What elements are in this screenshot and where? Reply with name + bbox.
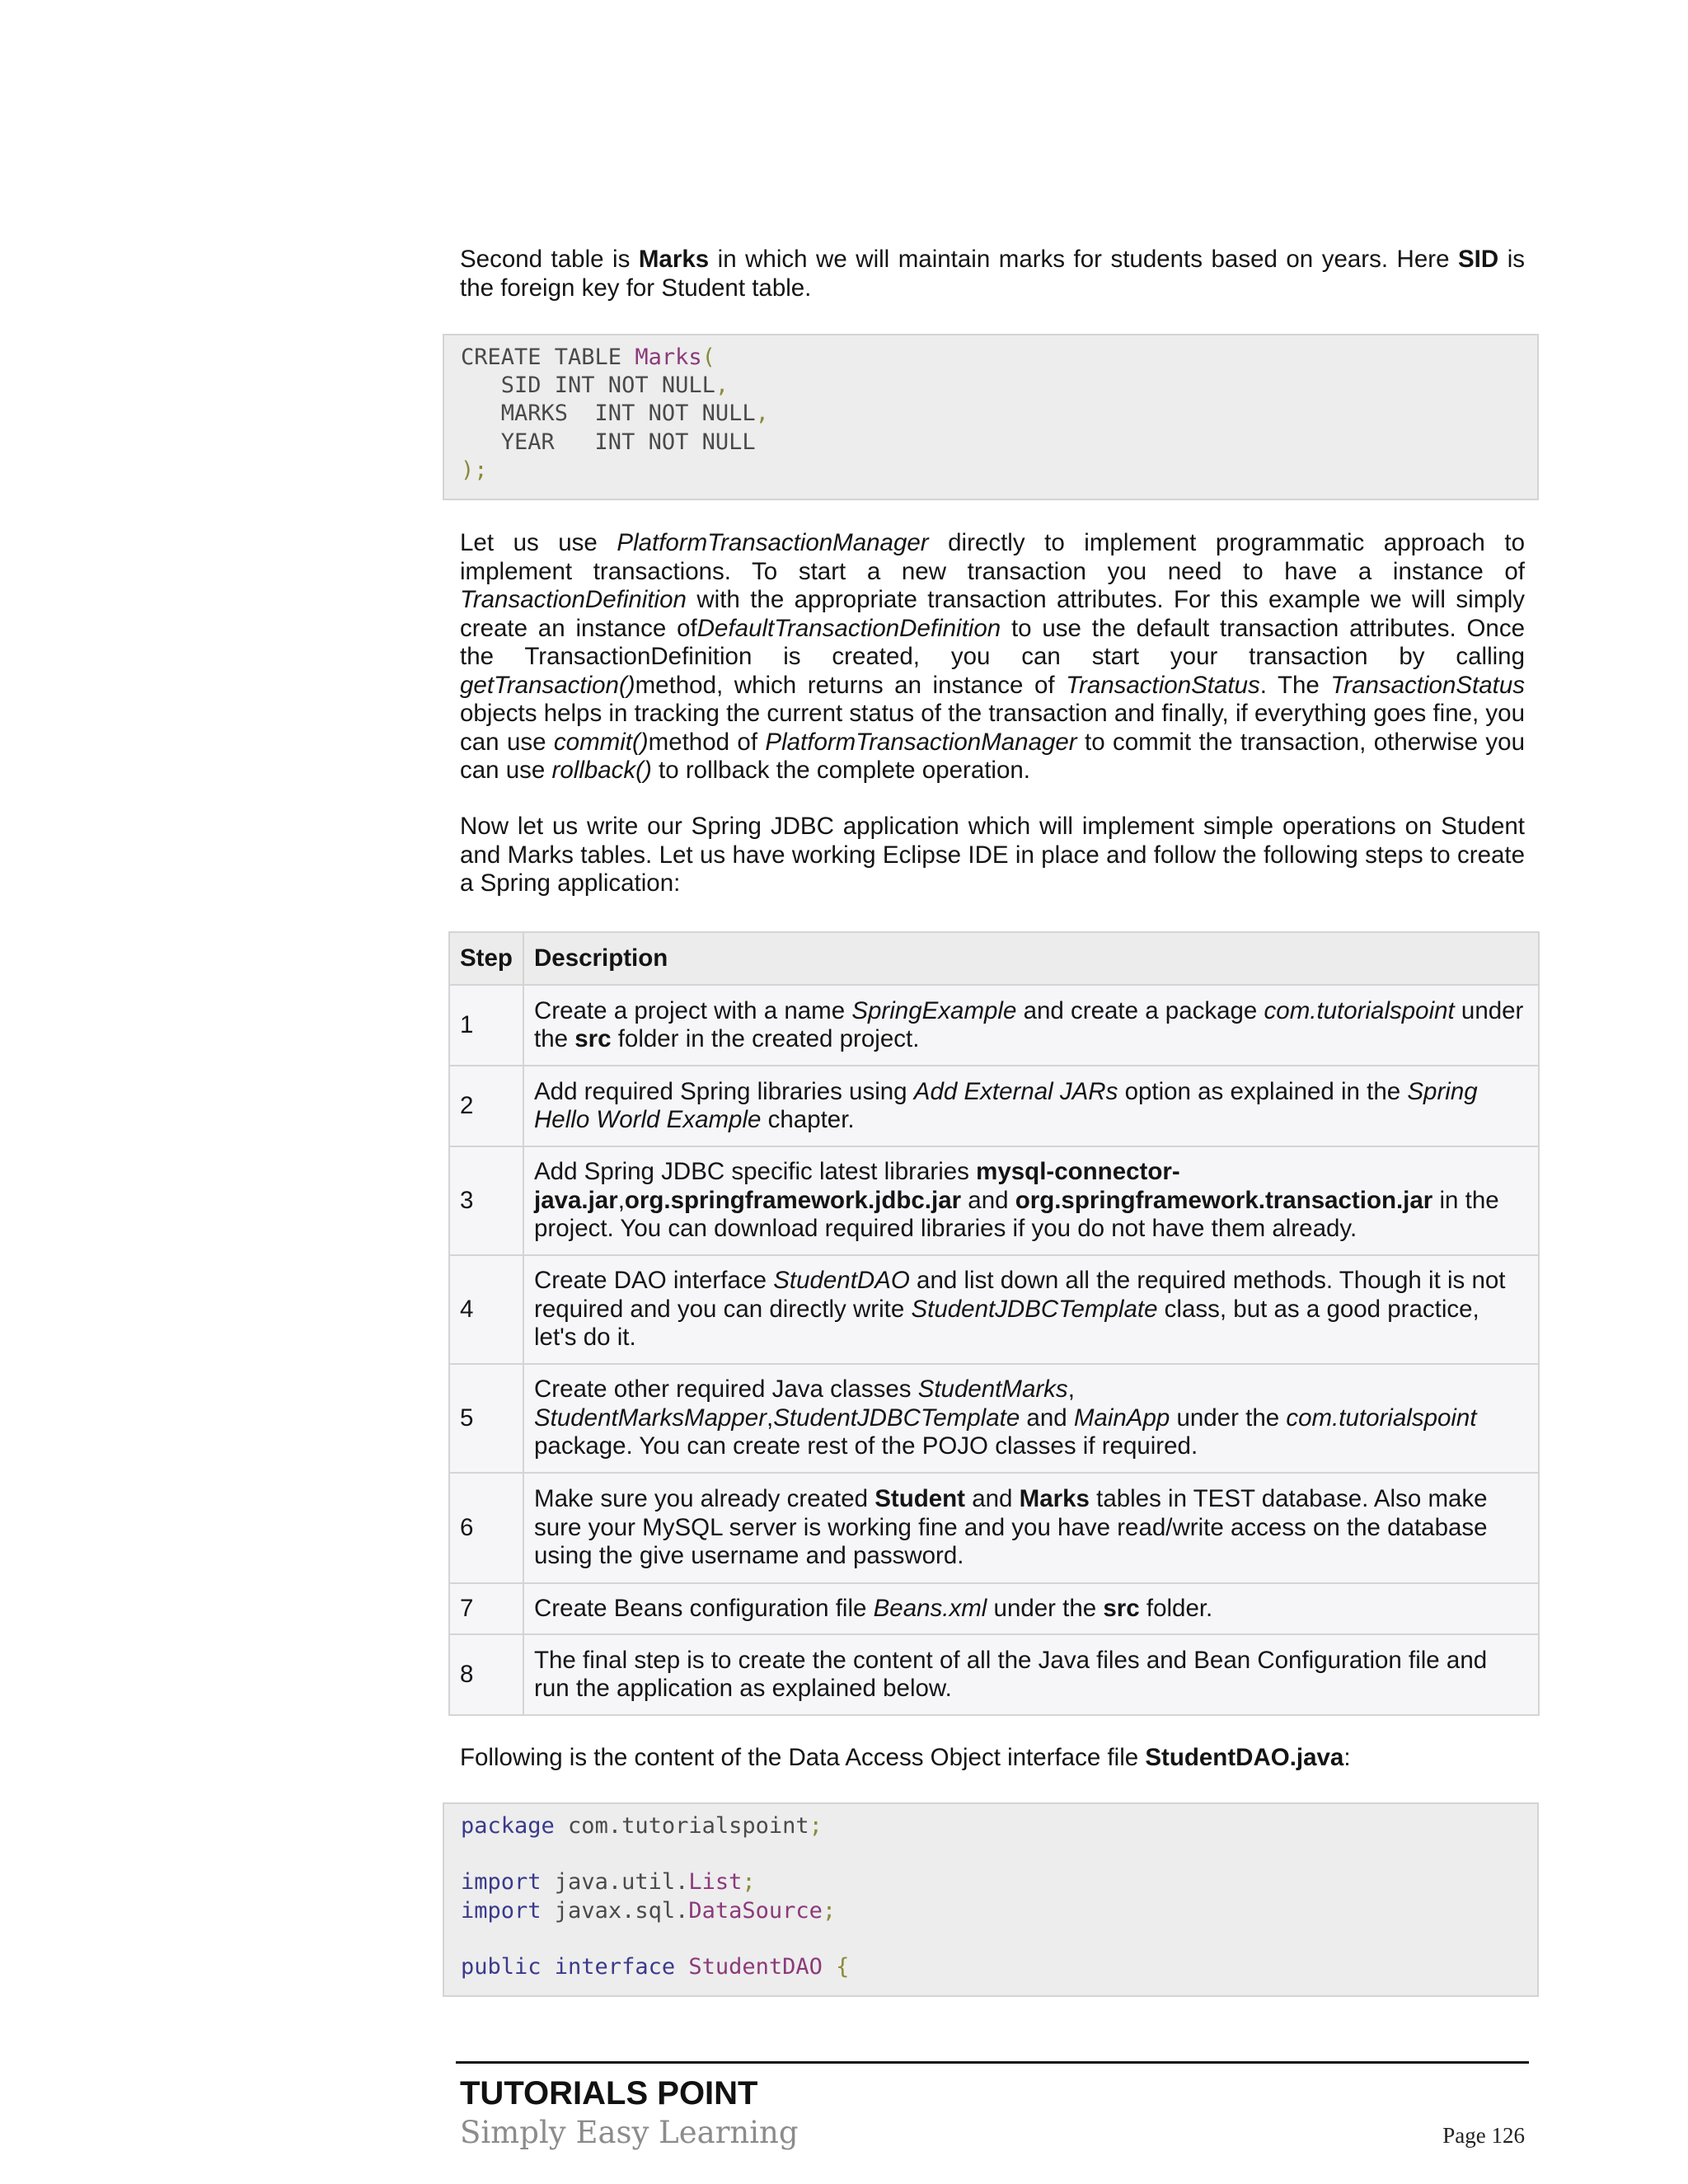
- step-number: 2: [449, 1066, 523, 1146]
- code-block-student-dao: package com.tutorialspoint; import java.util.List; import javax.sql.DataSource; public interface StudentDAO {: [443, 1802, 1539, 1997]
- page-number: Page 126: [1442, 2123, 1525, 2148]
- step-description: Create Beans configuration file Beans.xml under the src folder.: [523, 1583, 1539, 1634]
- intro-paragraph: Second table is Marks in which we will maintain marks for students based on years. Here SID is the foreign key for Student table.: [460, 246, 1525, 302]
- footer-tagline: Simply Easy Learning: [460, 2115, 799, 2150]
- step-description: Create DAO interface StudentDAO and list down all the required methods. Though it is not required and you can directly write StudentJDBCTemplate class, but as a good practice, let's do it.: [523, 1255, 1539, 1364]
- step-number: 1: [449, 985, 523, 1066]
- table-row: [449, 1583, 1539, 1634]
- table-header-row: [449, 932, 1539, 985]
- step-description: Make sure you already created Student and Marks tables in TEST database. Also make sure your MySQL server is working fine and you have read/write access on the database using the give username and password.: [523, 1473, 1539, 1583]
- table-row: [449, 1634, 1539, 1715]
- step-description: Create other required Java classes StudentMarks, StudentMarksMapper,StudentJDBCTemplate and MainApp under the com.tutorialspoint package. You can create rest of the POJO classes if required.: [523, 1364, 1539, 1473]
- step-description: Add Spring JDBC specific latest libraries mysql-connector-java.jar,org.springframework.jdbc.jar and org.springframework.transaction.jar in the project. You can download required libraries if you do not have them already.: [523, 1146, 1539, 1255]
- footer-divider: [456, 2061, 1529, 2064]
- step-number: 6: [449, 1473, 523, 1583]
- footer-brand: TUTORIALS POINT: [460, 2075, 758, 2111]
- dao-intro-paragraph: Following is the content of the Data Access Object interface file StudentDAO.java:: [460, 1744, 1351, 1771]
- table-row: [449, 1255, 1539, 1364]
- code-block-create-marks: CREATE TABLE Marks( SID INT NOT NULL, MARKS INT NOT NULL, YEAR INT NOT NULL );: [443, 334, 1539, 500]
- steps-table: [448, 931, 1540, 1716]
- table-row: [449, 1146, 1539, 1255]
- step-number: 7: [449, 1583, 523, 1634]
- step-description: Create a project with a name SpringExample and create a package com.tutorialspoint under the src folder in the created project.: [523, 985, 1539, 1066]
- step-number: 3: [449, 1146, 523, 1255]
- step-number: 8: [449, 1634, 523, 1715]
- table-row: [449, 1364, 1539, 1473]
- table-row: [449, 985, 1539, 1066]
- column-header-step: Step: [449, 932, 523, 985]
- table-row: [449, 1473, 1539, 1583]
- step-number: 5: [449, 1364, 523, 1473]
- step-number: 4: [449, 1255, 523, 1364]
- column-header-description: Description: [523, 932, 1539, 985]
- step-description: The final step is to create the content of all the Java files and Bean Configuration file and run the application as explained below.: [523, 1634, 1539, 1715]
- transaction-paragraph: Let us use PlatformTransactionManager directly to implement programmatic approach to implement transactions. To start a new transaction you need to have a instance of TransactionDefinition with the appropriate transaction attributes. For this example we will simply create an instance ofDefaultTransactionDefinition to use the default transaction attributes. Once the TransactionDefinition is created, you can start your transaction by calling getTransaction()method, which returns an instance of TransactionStatus. The TransactionStatus objects helps in tracking the current status of the transaction and finally, if everything goes fine, you can use commit()method of PlatformTransactionManager to commit the transaction, otherwise you can use rollback() to rollback the complete operation.: [460, 529, 1525, 784]
- table-row: [449, 1066, 1539, 1146]
- step-description: Add required Spring libraries using Add External JARs option as explained in the Spring Hello World Example chapter.: [523, 1066, 1539, 1146]
- intro-steps-paragraph: Now let us write our Spring JDBC application which will implement simple operations on Student and Marks tables. Let us have working Eclipse IDE in place and follow the following steps to create a Spring application:: [460, 813, 1525, 897]
